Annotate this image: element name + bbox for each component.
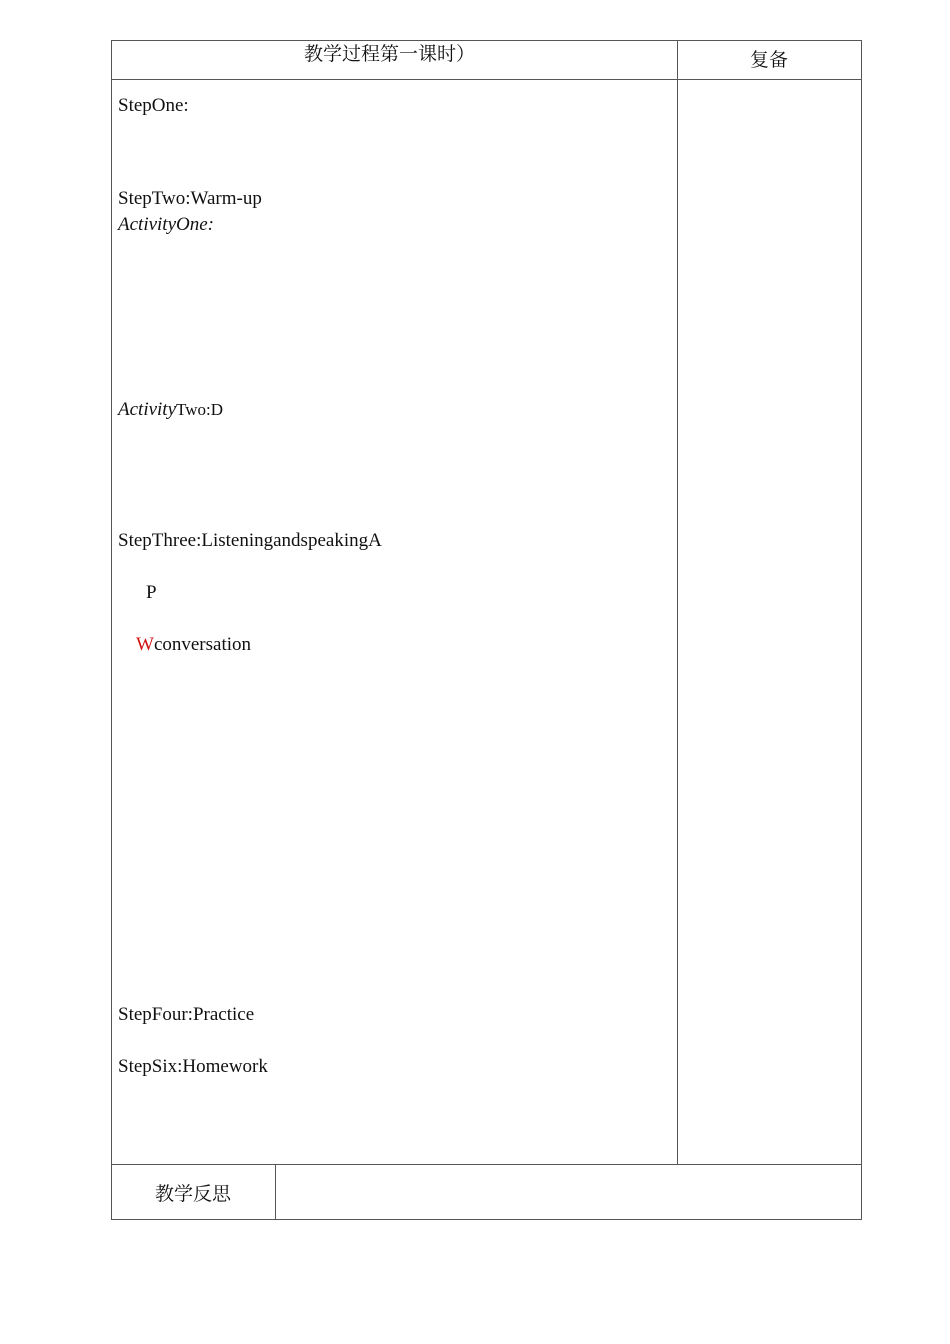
letter-p: P <box>146 582 157 603</box>
review-column-divider <box>677 40 678 1165</box>
table-bottom-border <box>111 1219 862 1220</box>
table-left-border <box>111 40 112 1220</box>
conversation-text: conversation <box>153 634 252 655</box>
step-four-heading: StepFour:Practice <box>118 1004 255 1025</box>
conversation-line <box>136 634 251 656</box>
step-three-heading: StepThree:ListeningandspeakingA <box>118 530 382 551</box>
step-two-heading: StepTwo:Warm-up <box>118 188 262 209</box>
table-top-border <box>111 40 862 41</box>
red-w-letter: W <box>136 634 154 655</box>
step-six-heading: StepSix:Homework <box>118 1056 268 1077</box>
table-right-border <box>861 40 862 1220</box>
reflection-column-divider <box>275 1164 276 1220</box>
review-header-title: 复备 <box>750 49 789 71</box>
reflection-label: 教学反思 <box>155 1183 232 1205</box>
activity-one-heading: ActivityOne: <box>118 214 215 235</box>
activity-two-rest-part: Two:D <box>176 400 224 419</box>
step-one-heading: StepOne: <box>118 95 189 116</box>
activity-two-heading <box>118 399 223 421</box>
body-bottom-border <box>111 1164 862 1165</box>
header-bottom-border <box>111 79 862 80</box>
process-header-title: 教学过程第一课时） <box>304 43 476 65</box>
activity-two-italic-part: Activity <box>118 399 177 420</box>
